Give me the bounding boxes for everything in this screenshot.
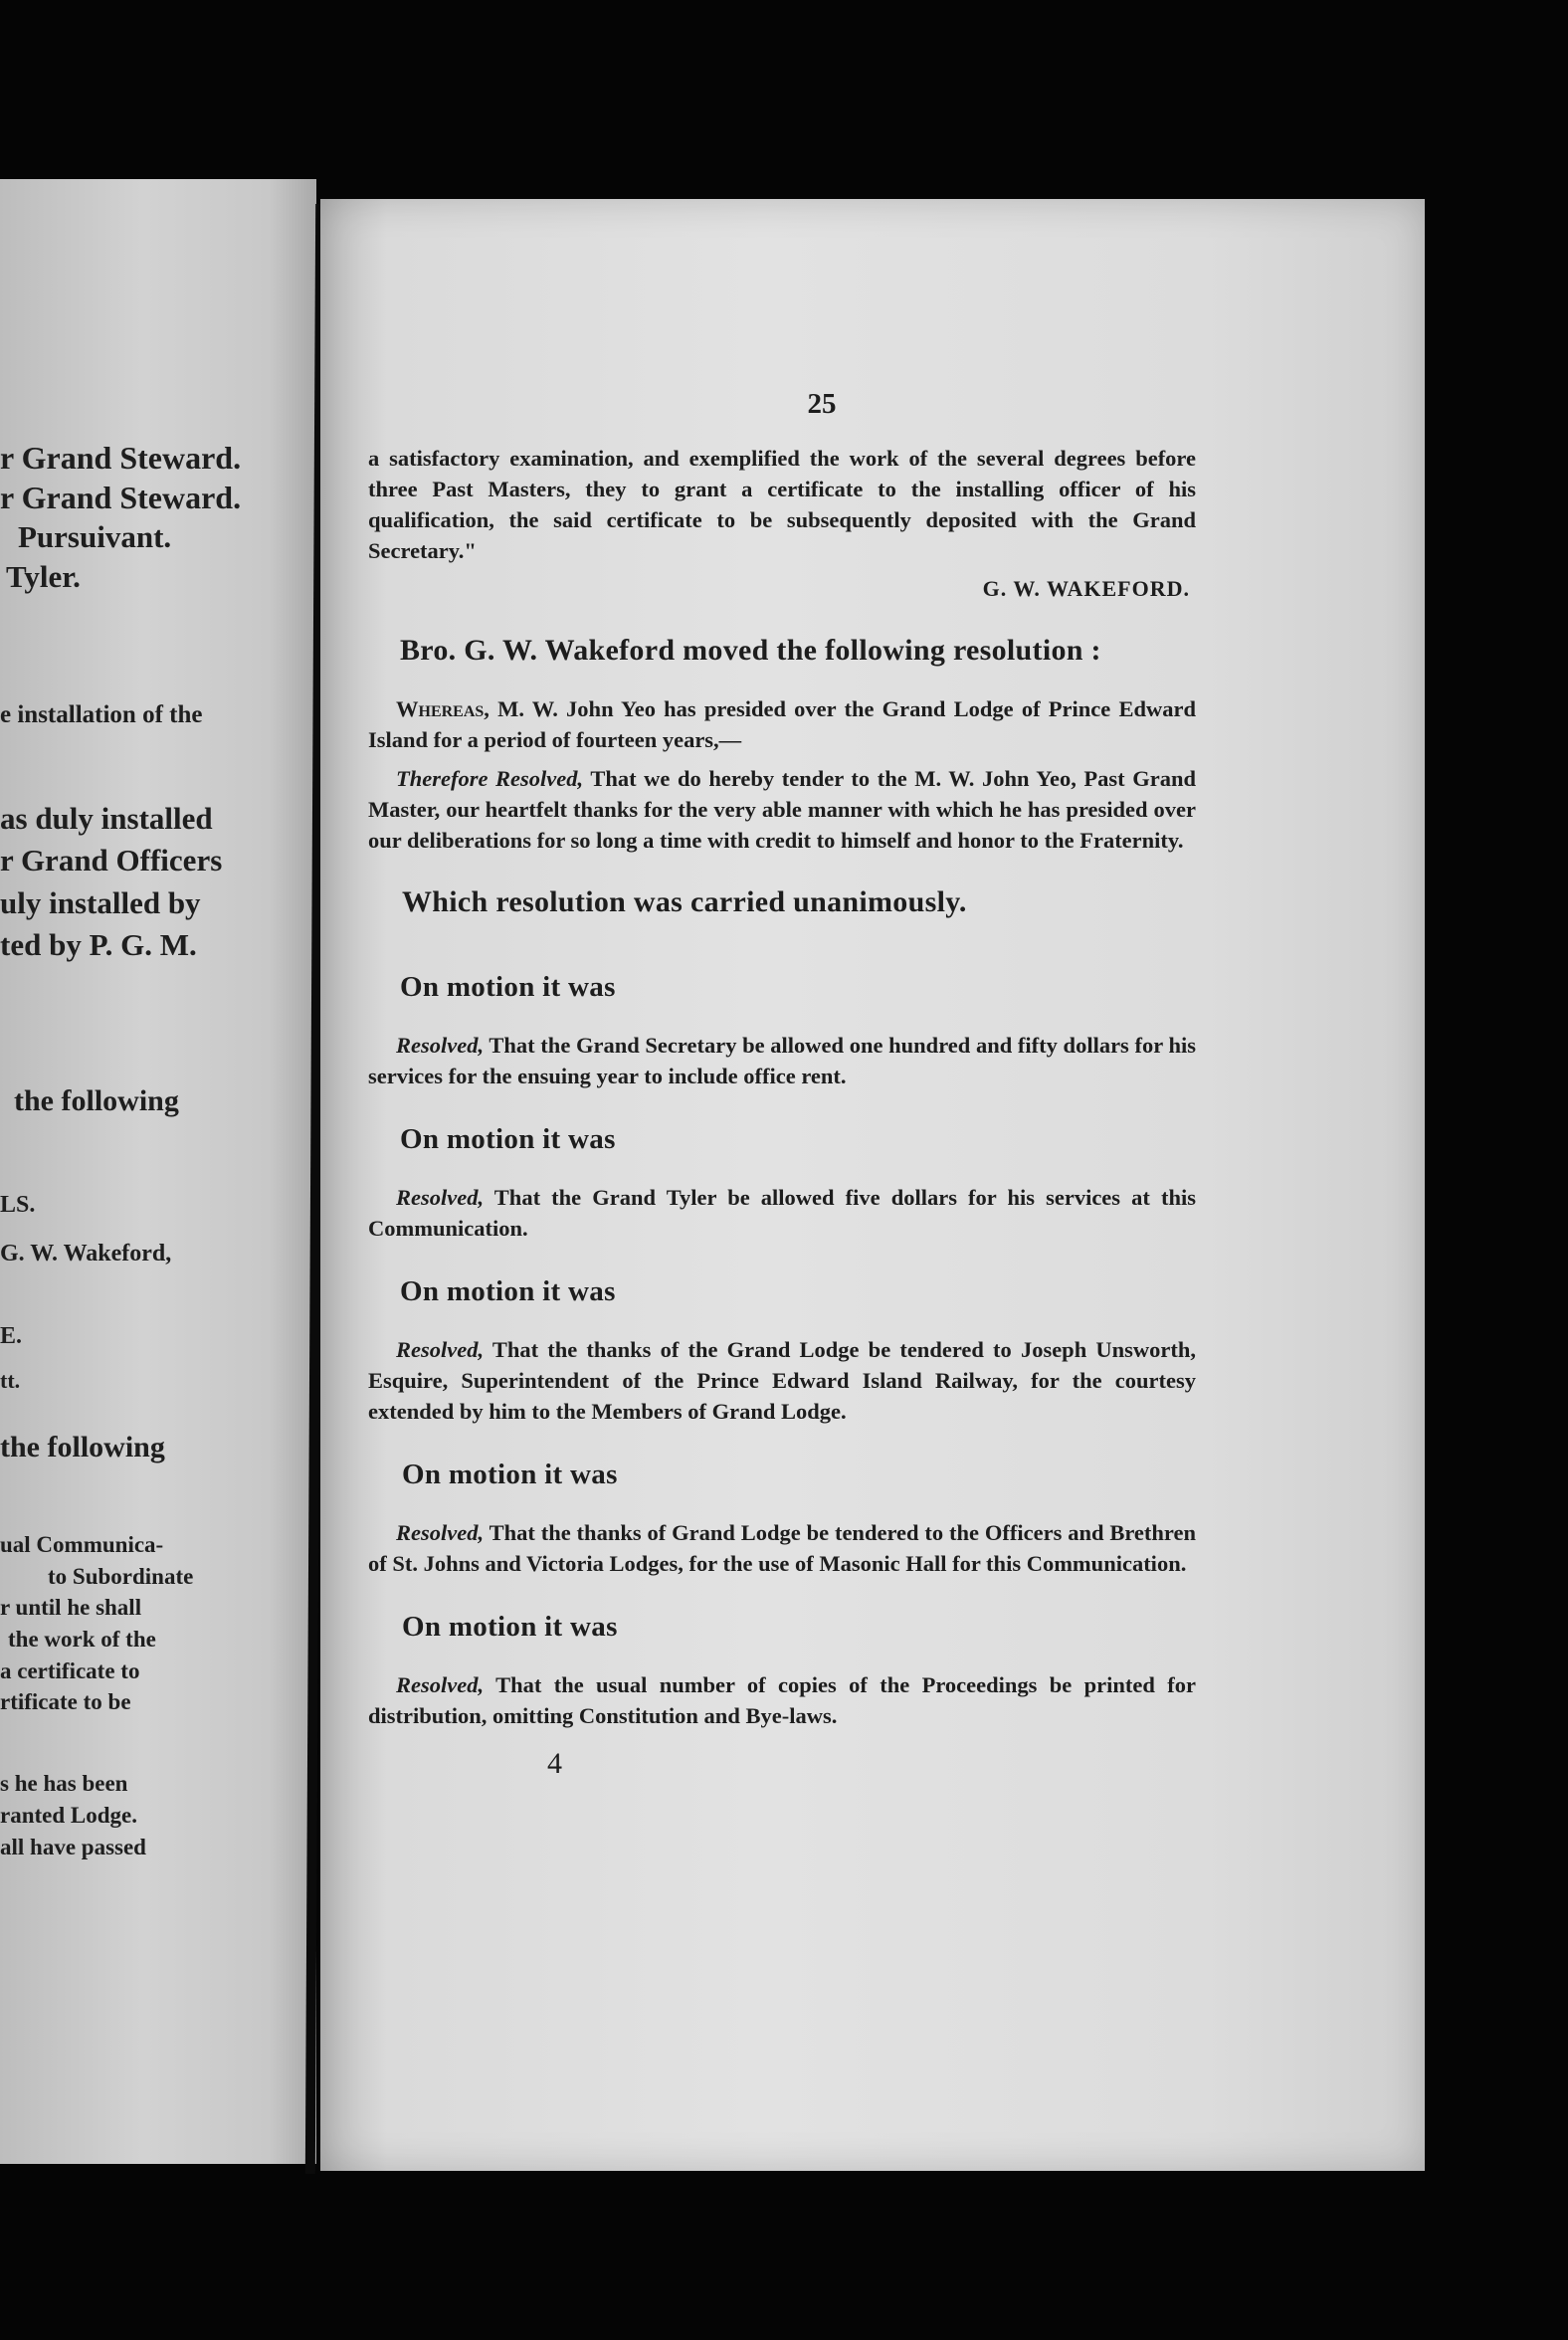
resolution-text: That the thanks of Grand Lodge be tendered to the Officers and Brethren of St. Johns and Victoria Lodges, for the use of Masonic Hall for this Communication. (368, 1520, 1196, 1576)
resolution-text: That the Grand Tyler be allowed five dollars for his services at this Communication. (368, 1185, 1196, 1241)
resolution-paragraph (368, 1669, 1196, 1731)
resolution-text: That the Grand Secretary be allowed one hundred and fifty dollars for his services for the ensuing year to include office rent. (368, 1033, 1196, 1088)
motion-heading: On motion it was (400, 1275, 616, 1307)
left-line: uly installed by (0, 885, 201, 920)
resolution-paragraph (368, 1030, 1196, 1091)
resolution-text: That the usual number of copies of the Proceedings be printed for distribution, omitting Constitution and Bye-laws. (368, 1672, 1196, 1728)
left-line: the following (0, 1431, 165, 1463)
motion-heading: On motion it was (400, 1123, 616, 1155)
left-line: the following (14, 1084, 179, 1117)
resolved-lead: Resolved, (396, 1185, 485, 1210)
left-line: all have passed (0, 1835, 146, 1859)
resolution-paragraph (368, 1517, 1196, 1579)
resolution-paragraph (368, 1182, 1196, 1244)
motion-heading: Bro. G. W. Wakeford moved the following resolution : (400, 634, 1101, 667)
left-line: ted by P. G. M. (0, 927, 197, 962)
motion-heading: On motion it was (402, 1459, 618, 1490)
left-line: r Grand Officers (0, 843, 223, 878)
left-line: ranted Lodge. (0, 1803, 137, 1828)
therefore-paragraph (368, 763, 1196, 856)
left-line: e installation of the (0, 701, 203, 728)
resolution-paragraph (368, 1334, 1196, 1427)
therefore-text: That we do hereby tender to the M. W. John Yeo, Past Grand Master, our heartfelt thanks for the very able manner with which he has presided over our deliberations for so long a time with credit to himself and honor to the Fraternity. (368, 766, 1196, 853)
page-content (368, 388, 1196, 1781)
left-line: Tyler. (6, 559, 81, 594)
left-line: E. (0, 1323, 23, 1349)
left-line: r until he shall (0, 1595, 142, 1620)
page-number: 25 (807, 388, 837, 420)
previous-page-fragment (0, 179, 316, 2164)
resolved-lead: Resolved, (396, 1033, 485, 1058)
resolved-lead: Resolved, (396, 1337, 485, 1362)
carried-statement: Which resolution was carried unanimously. (402, 885, 967, 918)
left-line: Pursuivant. (18, 519, 172, 554)
resolved-lead: Resolved, (396, 1520, 485, 1545)
left-line: G. W. Wakeford, (0, 1241, 172, 1267)
left-line: tt. (0, 1368, 21, 1393)
left-line: as duly installed (0, 801, 213, 836)
left-line: the work of the (8, 1627, 156, 1652)
therefore-lead: Therefore Resolved, (396, 766, 584, 791)
left-line: ual Communica- (0, 1532, 164, 1557)
left-line: r Grand Steward. (0, 480, 242, 515)
left-line: r Grand Steward. (0, 440, 242, 476)
left-line: to Subordinate (48, 1564, 194, 1589)
resolution-text: That the thanks of the Grand Lodge be tendered to Joseph Unsworth, Esquire, Superintendent of the Prince Edward Island Railway, for the courtesy extended by him to the Members of Grand Lodge. (368, 1337, 1196, 1424)
quote-continuation: a satisfactory examination, and exemplified the work of the several degrees before three Past Masters, they to grant a certificate to the installing officer of his qualification, the said certificate to be subsequently deposited with the Grand Secretary." (368, 446, 1196, 563)
left-line: s he has been (0, 1771, 128, 1796)
signature-folio-mark: 4 (547, 1747, 562, 1780)
resolved-lead: Resolved, (396, 1672, 485, 1697)
left-line: a certificate to (0, 1658, 140, 1683)
signature: G. W. WAKEFORD. (982, 576, 1190, 601)
current-page (320, 199, 1425, 2171)
left-line: LS. (0, 1192, 36, 1218)
motion-heading: On motion it was (400, 971, 616, 1003)
whereas-paragraph (368, 693, 1196, 755)
motion-heading: On motion it was (402, 1611, 618, 1643)
whereas-lead: Whereas, (396, 696, 490, 721)
whereas-text: M. W. John Yeo has presided over the Grand Lodge of Prince Edward Island for a period of fourteen years,— (368, 696, 1196, 752)
left-line: rtificate to be (0, 1689, 131, 1714)
